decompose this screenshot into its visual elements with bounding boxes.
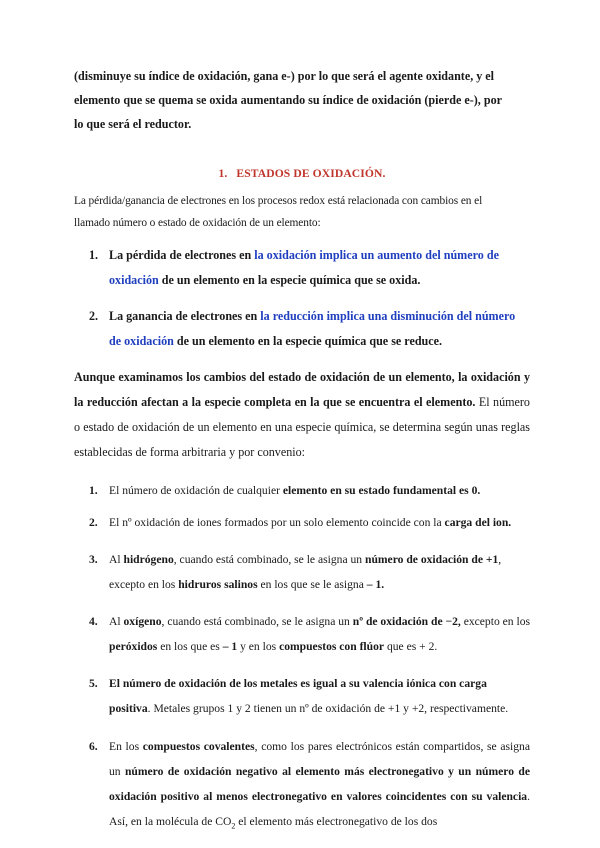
paragraph-redox-line-2: llamado número o estado de oxidación de un elemento: [74,217,321,229]
rule-text: El nº oxidación de iones formados por un solo elemento coincide con la [109,516,445,529]
intro-line-3: lo que será el reductor. [74,117,192,131]
rule-text: . Así, en la molécula de CO [109,790,530,828]
rule-text: en los que se le asigna [257,578,367,591]
paragraph-redox-line-1: La pérdida/ganancia de electrones en los procesos redox está relacionada con cambios en el [74,195,483,207]
list-item [74,510,530,535]
rule-text: En los [109,740,143,753]
list-item [74,547,530,597]
list-text: La ganancia de electrones en [109,309,261,323]
list-number: 4. [89,615,98,628]
rule-text: , como los pares electrónicos están compartidos, se asigna un [109,740,530,778]
document-page [74,64,530,838]
intro-paragraph [74,64,530,136]
rule-bold: hidruros salinos [178,578,258,591]
rule-text: el elemento más electronegativo de los dos [235,815,438,828]
rule-text: . Metales grupos 1 y 2 tienen un nº de oxidación de +1 y +2, respectivamente. [147,702,509,715]
rule-bold: compuestos con flúor [279,640,385,653]
rule-text: , cuando está combinado, se le asigna un [173,553,365,566]
list-text: de un elemento en la especie química que se oxida. [158,273,421,287]
list-item [74,671,530,721]
rules-list [74,478,530,838]
list-number: 6. [89,740,98,753]
rule-bold: peróxidos [109,640,158,653]
subscript: 2 [231,821,236,831]
rule-text: Al [109,615,124,628]
list-item [74,478,530,503]
rule-bold: – 1. [366,578,385,591]
highlight-text: la oxidación implica un aumento del número de oxidación [109,248,499,287]
bold-text: Aunque examinamos los cambios del estado de oxidación de un elemento, la oxidación y la reducción afectan a la especie completa en la que se encuentra el elemento. [74,370,530,409]
paragraph-redox [74,190,530,234]
highlight-text: la reducción implica una disminución del número de oxidación [109,309,516,348]
rule-text: en los que es [157,640,223,653]
list-item [74,304,530,354]
rule-bold: El número de oxidación de los metales es igual a su valencia iónica con carga positiva [109,677,487,715]
list-number: 1. [89,484,98,497]
rule-bold: – 1 [222,640,238,653]
list-item [74,243,530,293]
rule-bold: elemento en su estado fundamental es 0. [282,484,481,497]
rule-bold: hidrógeno [123,553,174,566]
paragraph-rules-intro [74,365,530,465]
rule-text: El número de oxidación de cualquier [109,484,283,497]
redox-list [74,243,530,354]
rule-text: , excepto en los [109,553,502,591]
list-number: 5. [89,677,98,690]
list-number: 2. [89,516,98,529]
list-number: 1. [89,248,99,262]
intro-line-1: (disminuye su índice de oxidación, gana e-) por lo que será el agente oxidante, y el [74,69,495,83]
section-heading: 1. ESTADOS DE OXIDACIÓN. [218,167,386,180]
rule-bold: número de oxidación de +1 [365,553,499,566]
rule-text: , cuando está combinado, se le asigna un [161,615,353,628]
rule-bold: nº de oxidación de −2, [352,615,461,628]
list-item [74,734,530,838]
list-text: La pérdida de electrones en [109,248,255,262]
normal-text: El número o estado de oxidación de un elemento en una especie química, se determina según unas reglas establecidas de forma arbitraria y por convenio: [74,395,530,459]
rule-text: y en los [237,640,280,653]
rule-bold: carga del ion. [444,516,512,529]
intro-line-2: elemento que se quema se oxida aumentando su índice de oxidación (pierde e-), por [74,93,502,107]
rule-text: excepto en los [460,615,531,628]
rule-bold: oxígeno [123,615,162,628]
list-number: 3. [89,553,98,566]
list-item [74,609,530,659]
list-text: de un elemento en la especie química que se reduce. [173,334,443,348]
rule-bold: compuestos covalentes [142,740,255,753]
rule-text: Al [109,553,124,566]
rule-text: que es + 2. [384,640,438,653]
list-number: 2. [89,309,99,323]
rule-bold: número de oxidación negativo al elemento más electronegativo y un número de oxidación positivo al menos electronegativo en valores coincidentes con su valencia [109,765,530,803]
